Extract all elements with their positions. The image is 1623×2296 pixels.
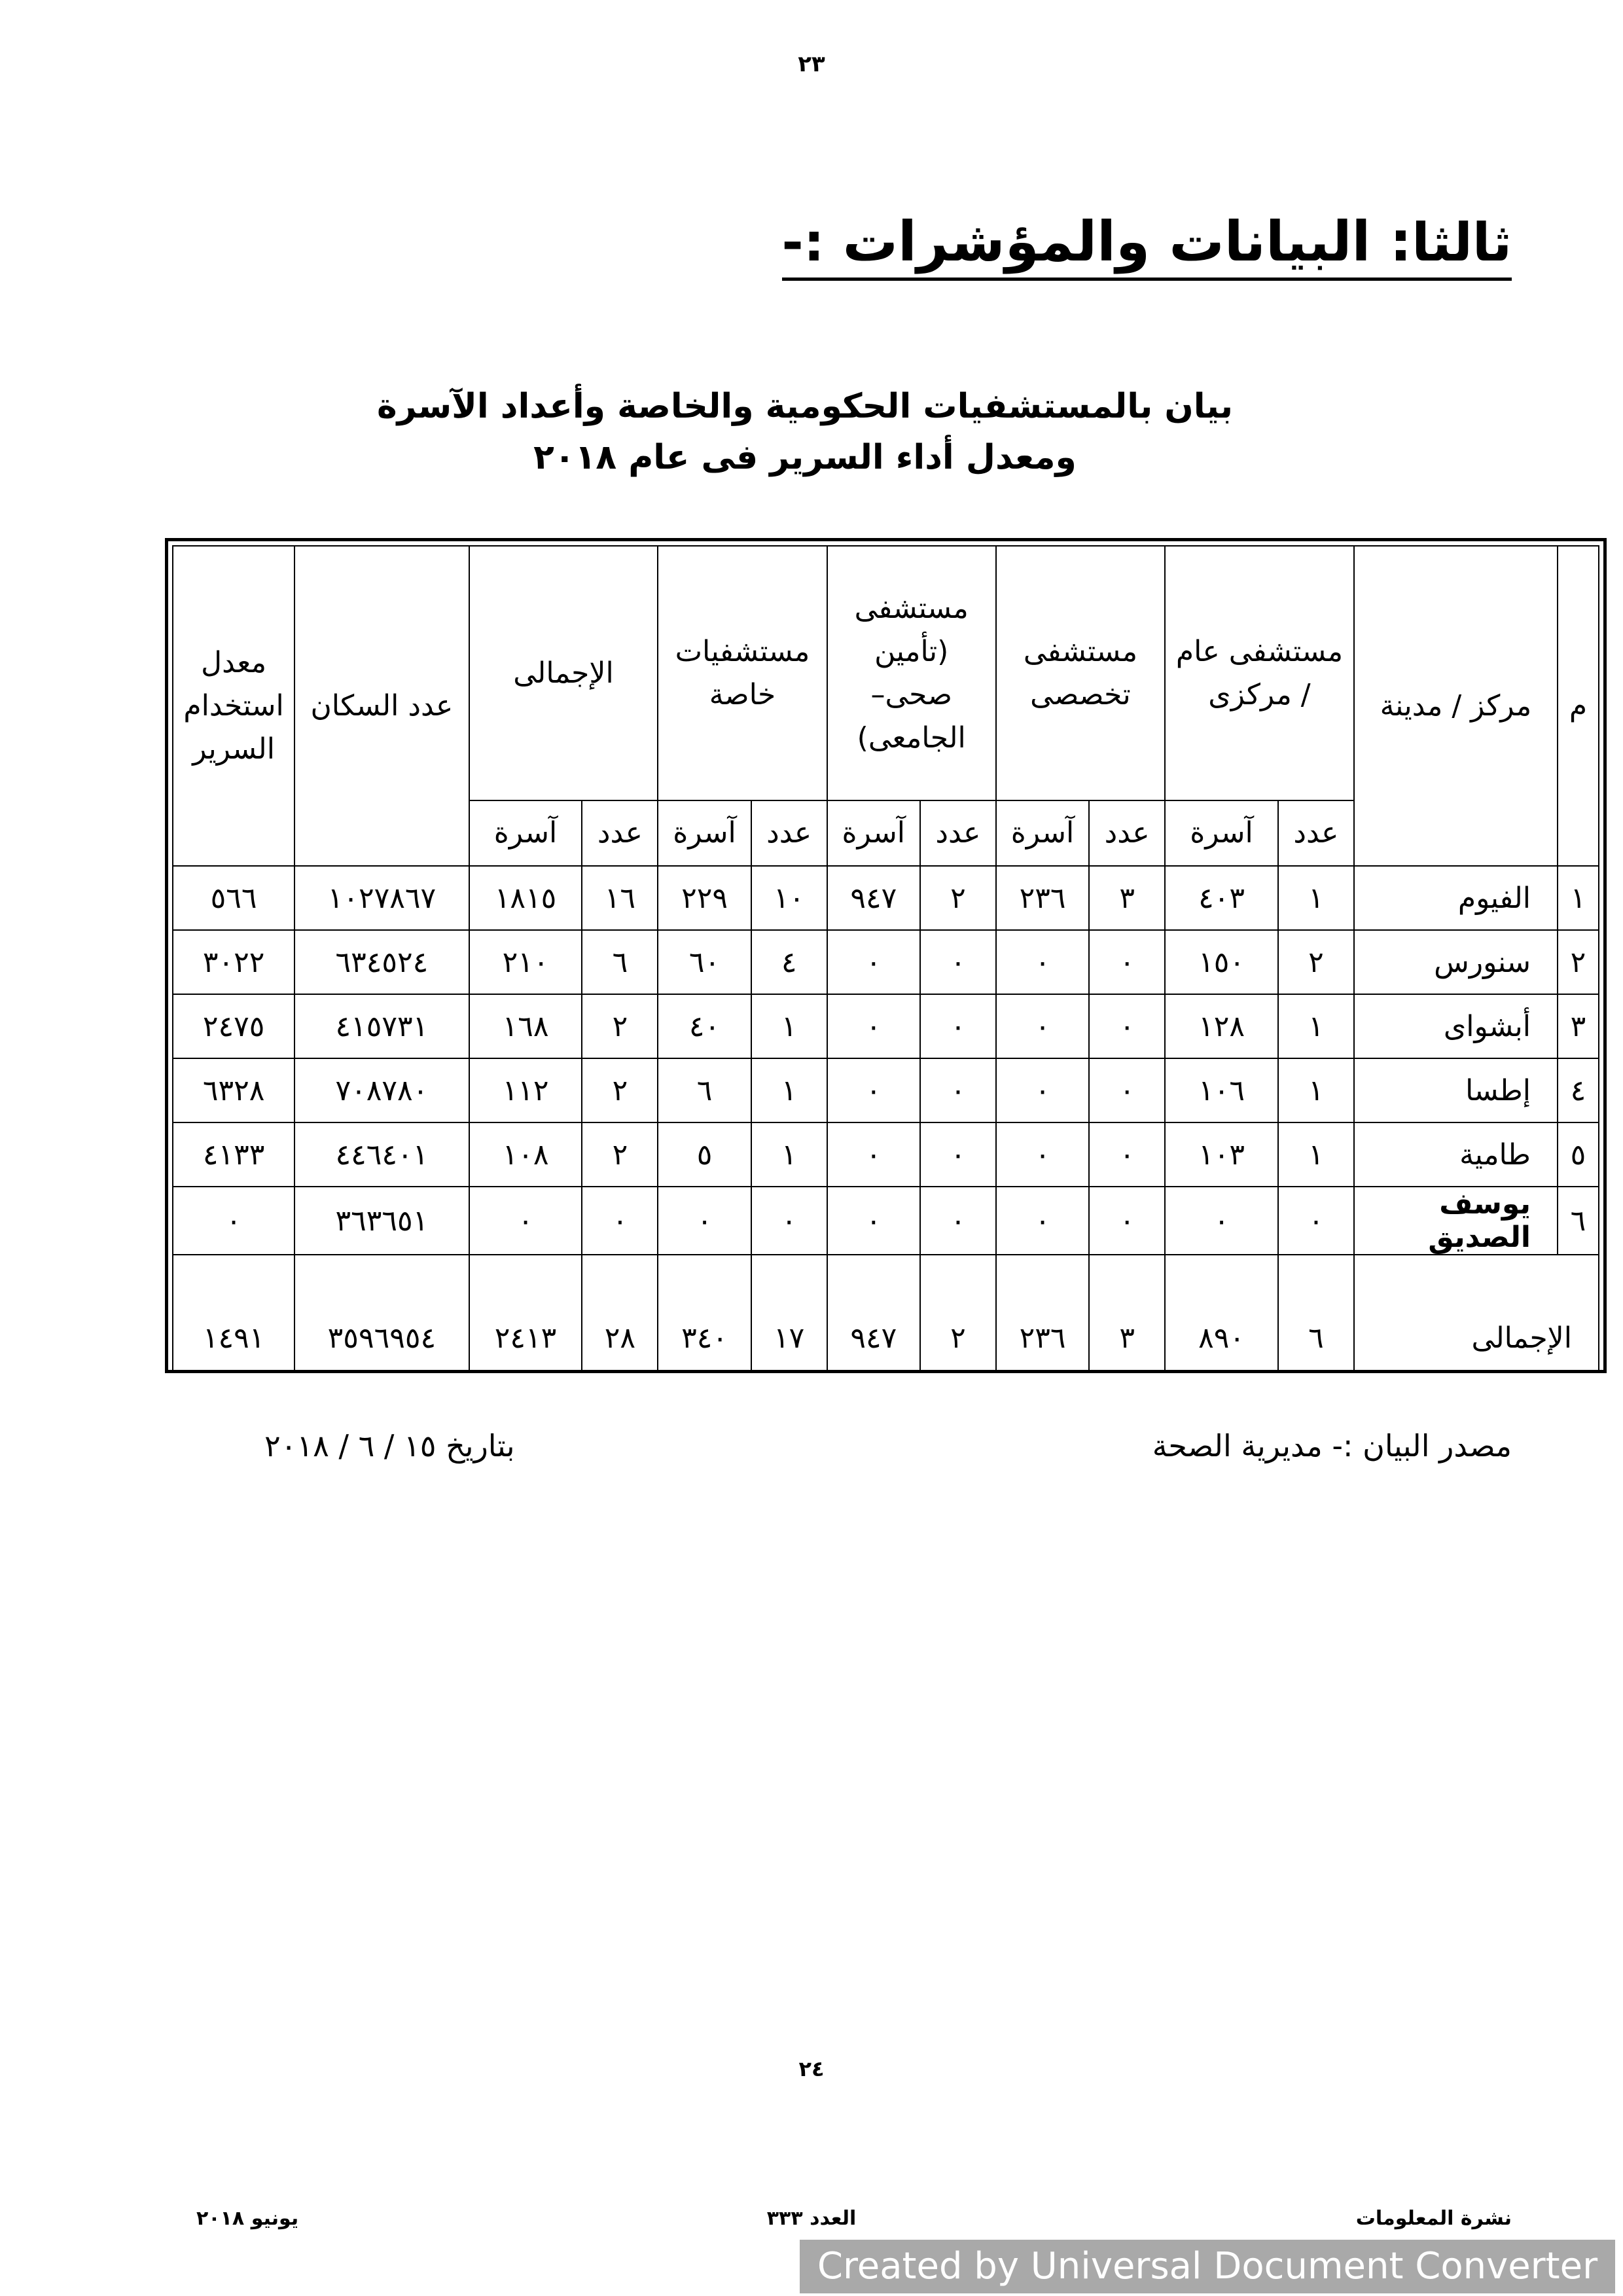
cell-specialized-count: ٠: [1089, 930, 1165, 994]
cell-private-count: ١: [751, 1122, 827, 1187]
table-title-line2: ومعدل أداء السرير فى عام ٢٠١٨: [533, 438, 1077, 477]
header-beds: آسرة: [996, 800, 1089, 866]
cell-private-beds: ٤٠: [658, 994, 751, 1058]
total-insurance-beds: ٩٤٧: [827, 1255, 920, 1372]
cell-total-count: ٢: [582, 1122, 658, 1187]
cell-specialized-beds: ٠: [996, 1122, 1089, 1187]
row-center-name: يوسف الصديق: [1354, 1187, 1558, 1255]
row-center-name: طامية: [1354, 1122, 1558, 1187]
header-beds: آسرة: [658, 800, 751, 866]
data-date-note: بتاريخ ١٥ / ٦ / ٢٠١٨: [264, 1428, 515, 1463]
cell-specialized-count: ٠: [1089, 994, 1165, 1058]
cell-specialized-count: ٠: [1089, 1187, 1165, 1255]
cell-specialized-beds: ٠: [996, 930, 1089, 994]
table-row: [173, 930, 1599, 994]
cell-total-count: ٦: [582, 930, 658, 994]
header-general-hospital: مستشفى عام / مركزى: [1165, 546, 1354, 800]
header-beds: آسرة: [827, 800, 920, 866]
row-center-name: إطسا: [1354, 1058, 1558, 1122]
cell-specialized-count: ٣: [1089, 866, 1165, 930]
row-center-name: أبشواى: [1354, 994, 1558, 1058]
cell-insurance-beds: ٠: [827, 1058, 920, 1122]
row-num: ٢: [1558, 930, 1599, 994]
cell-general-beds: ١٠٣: [1165, 1122, 1278, 1187]
row-num: ٤: [1558, 1058, 1599, 1122]
total-row: [173, 1255, 1599, 1372]
cell-specialized-beds: ٠: [996, 1058, 1089, 1122]
header-num: م: [1558, 546, 1599, 866]
page-number-top: ٢٣: [798, 51, 825, 77]
total-row-label: الإجمالى: [1354, 1255, 1599, 1372]
cell-population: ٤٤٦٤٠١: [294, 1122, 469, 1187]
cell-bed-rate: ٢٤٧٥: [173, 994, 294, 1058]
cell-insurance-count: ٢: [920, 866, 996, 930]
section-title-main: : البيانات والمؤشرات: [842, 209, 1412, 274]
cell-insurance-count: ٠: [920, 1187, 996, 1255]
cell-total-beds: ١١٢: [469, 1058, 582, 1122]
total-general-count: ٦: [1278, 1255, 1354, 1372]
cell-private-count: ١: [751, 994, 827, 1058]
header-count: عدد: [582, 800, 658, 866]
cell-population: ٣٦٣٦٥١: [294, 1187, 469, 1255]
cell-private-beds: ٦: [658, 1058, 751, 1122]
page-number-mid: ٢٤: [798, 2056, 825, 2081]
cell-general-count: ١: [1278, 994, 1354, 1058]
cell-insurance-beds: ٩٤٧: [827, 866, 920, 930]
cell-bed-rate: ٥٦٦: [173, 866, 294, 930]
header-count: عدد: [751, 800, 827, 866]
header-beds: آسرة: [1165, 800, 1278, 866]
hospitals-table-frame: [165, 538, 1607, 1373]
cell-general-count: ١: [1278, 866, 1354, 930]
section-title-prefix: ثالثا: [1412, 212, 1512, 273]
cell-general-count: ١: [1278, 1122, 1354, 1187]
section-title: [782, 209, 1512, 281]
header-bed-rate: معدل استخدام السرير: [173, 546, 294, 866]
header-total: الإجمالى: [469, 546, 658, 800]
total-bed-rate: ١٤٩١: [173, 1255, 294, 1372]
row-center-name: سنورس: [1354, 930, 1558, 994]
cell-private-beds: ٦٠: [658, 930, 751, 994]
total-specialized-beds: ٢٣٦: [996, 1255, 1089, 1372]
cell-total-count: ١٦: [582, 866, 658, 930]
total-private-count: ١٧: [751, 1255, 827, 1372]
converter-watermark: Created by Universal Document Converter: [800, 2240, 1615, 2293]
cell-general-count: ١: [1278, 1058, 1354, 1122]
cell-general-beds: ١٥٠: [1165, 930, 1278, 994]
cell-specialized-count: ٠: [1089, 1122, 1165, 1187]
header-private-hospitals: مستشفيات خاصة: [658, 546, 827, 800]
cell-specialized-beds: ٠: [996, 1187, 1089, 1255]
cell-population: ٦٣٤٥٢٤: [294, 930, 469, 994]
table-row: [173, 994, 1599, 1058]
cell-specialized-count: ٠: [1089, 1058, 1165, 1122]
total-insurance-count: ٢: [920, 1255, 996, 1372]
cell-general-beds: ٠: [1165, 1187, 1278, 1255]
cell-total-count: ٢: [582, 994, 658, 1058]
cell-total-count: ٠: [582, 1187, 658, 1255]
cell-insurance-beds: ٠: [827, 930, 920, 994]
table-title: [0, 381, 1623, 483]
table-row: [173, 866, 1599, 930]
header-count: عدد: [1089, 800, 1165, 866]
total-population: ٣٥٩٦٩٥٤: [294, 1255, 469, 1372]
row-num: ٦: [1558, 1187, 1599, 1255]
data-source-note: مصدر البيان :- مديرية الصحة: [1152, 1428, 1512, 1463]
cell-insurance-count: ٠: [920, 1058, 996, 1122]
cell-total-beds: ٢١٠: [469, 930, 582, 994]
row-num: ٣: [1558, 994, 1599, 1058]
cell-general-count: ٢: [1278, 930, 1354, 994]
total-private-beds: ٣٤٠: [658, 1255, 751, 1372]
table-row: [173, 1058, 1599, 1122]
section-title-suffix: :-: [781, 212, 843, 273]
cell-general-count: ٠: [1278, 1187, 1354, 1255]
cell-specialized-beds: ٠: [996, 994, 1089, 1058]
cell-insurance-beds: ٠: [827, 1187, 920, 1255]
row-num: ١: [1558, 866, 1599, 930]
total-total-count: ٢٨: [582, 1255, 658, 1372]
cell-general-beds: ٤٠٣: [1165, 866, 1278, 930]
table-row: [173, 1122, 1599, 1187]
cell-total-count: ٢: [582, 1058, 658, 1122]
total-general-beds: ٨٩٠: [1165, 1255, 1278, 1372]
footer-publication: نشرة المعلومات: [1355, 2207, 1512, 2230]
cell-bed-rate: ٤١٣٣: [173, 1122, 294, 1187]
cell-general-beds: ١٠٦: [1165, 1058, 1278, 1122]
cell-specialized-beds: ٢٣٦: [996, 866, 1089, 930]
header-count: عدد: [1278, 800, 1354, 866]
cell-population: ٧٠٨٧٨٠: [294, 1058, 469, 1122]
cell-total-beds: ١٦٨: [469, 994, 582, 1058]
cell-total-beds: ١٠٨: [469, 1122, 582, 1187]
header-population: عدد السكان: [294, 546, 469, 866]
cell-bed-rate: ٦٣٢٨: [173, 1058, 294, 1122]
cell-private-beds: ٢٢٩: [658, 866, 751, 930]
header-center: مركز / مدينة: [1354, 546, 1558, 866]
total-total-beds: ٢٤١٣: [469, 1255, 582, 1372]
cell-private-count: ١: [751, 1058, 827, 1122]
cell-bed-rate: ٠: [173, 1187, 294, 1255]
cell-private-count: ٤: [751, 930, 827, 994]
table-title-line1: بيان بالمستشفيات الحكومية والخاصة وأعداد الآسرة: [376, 387, 1234, 426]
cell-private-beds: ٠: [658, 1187, 751, 1255]
cell-population: ٤١٥٧٣١: [294, 994, 469, 1058]
cell-private-count: ٠: [751, 1187, 827, 1255]
cell-private-count: ١٠: [751, 866, 827, 930]
header-beds: آسرة: [469, 800, 582, 866]
hospitals-table: [172, 545, 1599, 1373]
cell-insurance-count: ٠: [920, 930, 996, 994]
cell-insurance-beds: ٠: [827, 994, 920, 1058]
table-row: [173, 1187, 1599, 1255]
header-insurance-hospital: مستشفى (تأمين صحى– الجامعى): [827, 546, 996, 800]
row-num: ٥: [1558, 1122, 1599, 1187]
header-count: عدد: [920, 800, 996, 866]
cell-bed-rate: ٣٠٢٢: [173, 930, 294, 994]
cell-insurance-count: ٠: [920, 994, 996, 1058]
header-specialized-hospital: مستشفى تخصصى: [996, 546, 1165, 800]
footer-date: يونيو ٢٠١٨: [196, 2207, 299, 2230]
cell-total-beds: ٠: [469, 1187, 582, 1255]
cell-general-beds: ١٢٨: [1165, 994, 1278, 1058]
row-center-name: الفيوم: [1354, 866, 1558, 930]
cell-total-beds: ١٨١٥: [469, 866, 582, 930]
cell-insurance-beds: ٠: [827, 1122, 920, 1187]
cell-population: ١٠٢٧٨٦٧: [294, 866, 469, 930]
cell-insurance-count: ٠: [920, 1122, 996, 1187]
total-specialized-count: ٣: [1089, 1255, 1165, 1372]
cell-private-beds: ٥: [658, 1122, 751, 1187]
header-row-main: [173, 546, 1599, 800]
footer-issue: العدد ٣٣٣: [766, 2207, 857, 2230]
